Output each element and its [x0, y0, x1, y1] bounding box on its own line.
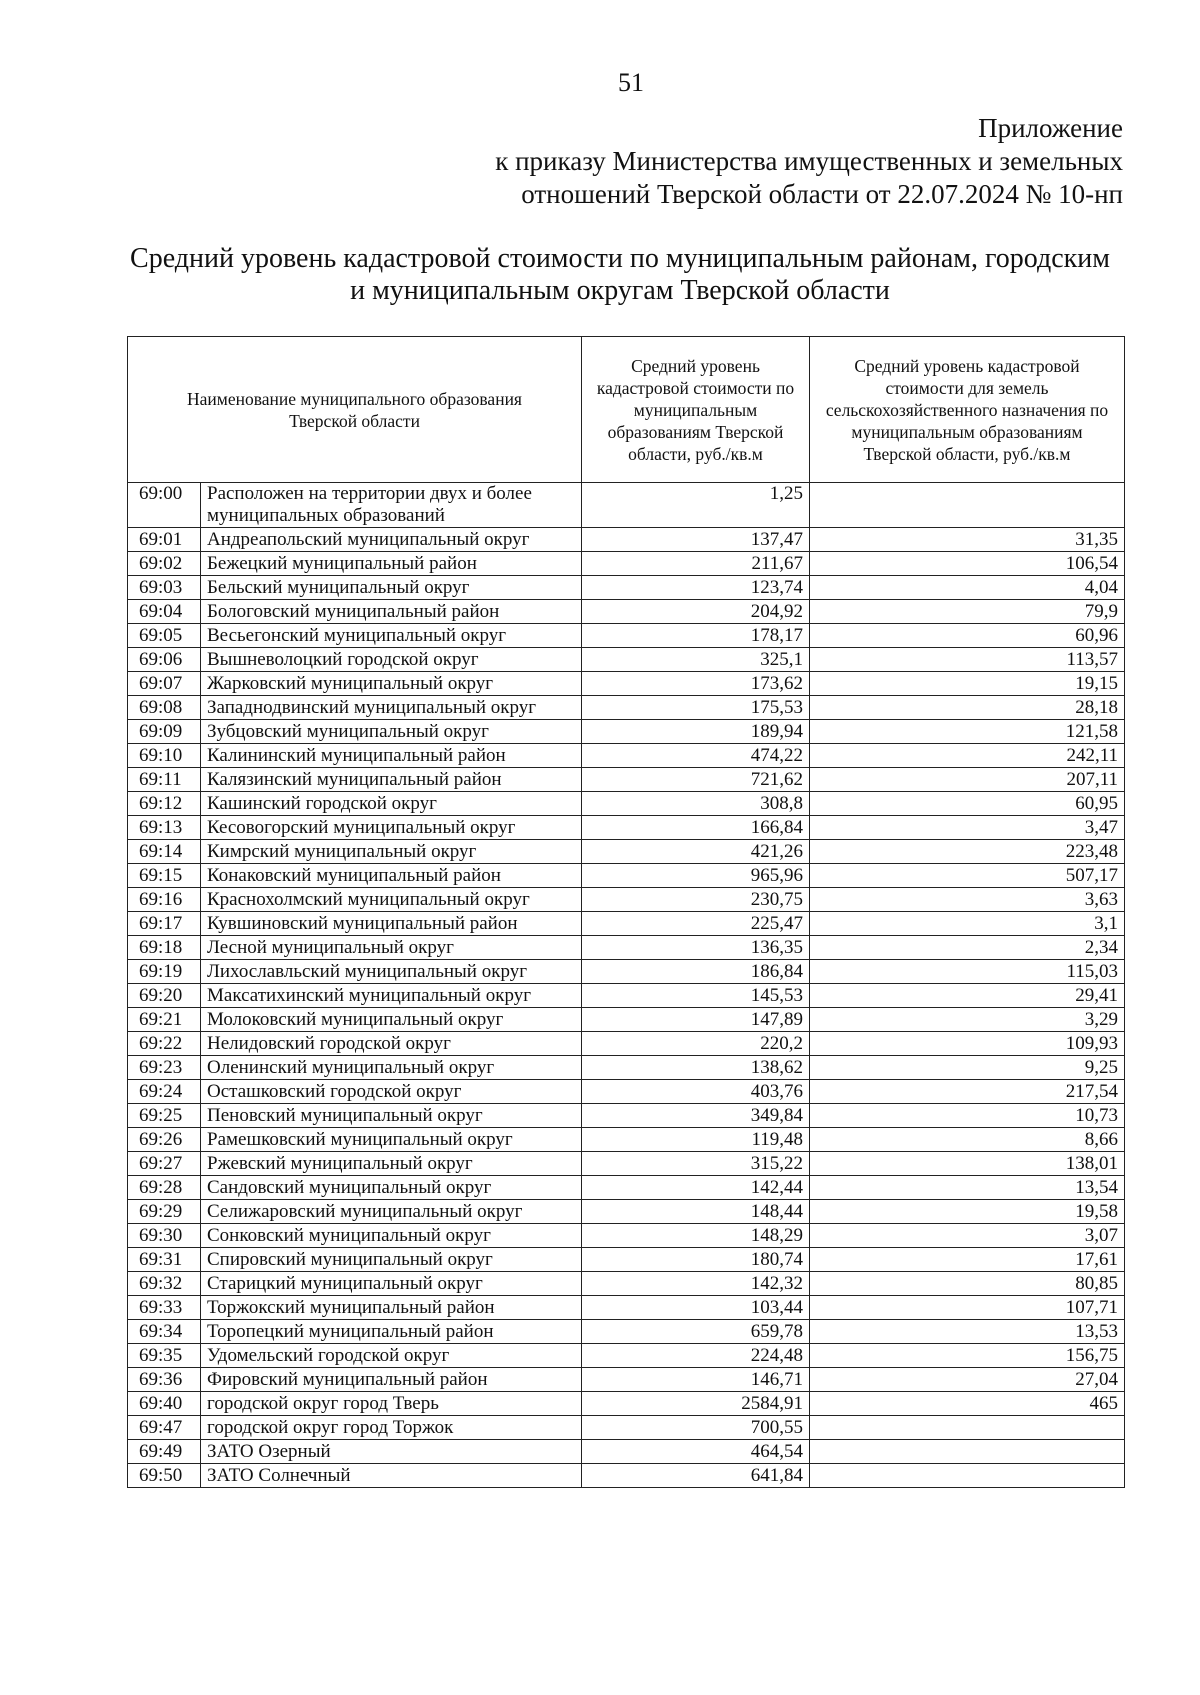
row-code-cell: 69:13: [128, 816, 201, 840]
row-agri-cost-cell: 19,15: [810, 672, 1125, 696]
row-avg-cost-cell: 700,55: [582, 1416, 810, 1440]
row-name-cell: Нелидовский городской округ: [201, 1032, 582, 1056]
row-code-cell: 69:12: [128, 792, 201, 816]
row-agri-cost-cell: 60,96: [810, 624, 1125, 648]
table-header-row: [128, 337, 1125, 483]
table-row: [128, 744, 1125, 768]
row-code-cell: 69:16: [128, 888, 201, 912]
row-agri-cost-cell: 19,58: [810, 1200, 1125, 1224]
row-agri-cost-cell: [810, 1440, 1125, 1464]
table-row: [128, 1200, 1125, 1224]
row-avg-cost-cell: 464,54: [582, 1440, 810, 1464]
document-title-line-1: Средний уровень кадастровой стоимости по муниципальным районам, городским: [130, 243, 1110, 274]
row-avg-cost-cell: 189,94: [582, 720, 810, 744]
row-code-cell: 69:20: [128, 984, 201, 1008]
row-code-cell: 69:03: [128, 576, 201, 600]
row-agri-cost-cell: 3,29: [810, 1008, 1125, 1032]
row-avg-cost-cell: 145,53: [582, 984, 810, 1008]
table-row: [128, 1152, 1125, 1176]
row-avg-cost-cell: 1,25: [582, 483, 810, 528]
row-code-cell: 69:32: [128, 1272, 201, 1296]
header-agri-cost: Средний уровень кадастровой стоимости для земель сельскохозяйственного назначения по муниципальным образованиям Тверской области, руб./кв.м: [810, 337, 1125, 483]
row-name-cell: ЗАТО Озерный: [201, 1440, 582, 1464]
row-avg-cost-cell: 349,84: [582, 1104, 810, 1128]
row-agri-cost-cell: 465: [810, 1392, 1125, 1416]
row-name-cell: Вышневолоцкий городской округ: [201, 648, 582, 672]
row-name-cell: Селижаровский муниципальный округ: [201, 1200, 582, 1224]
table-row: [128, 1320, 1125, 1344]
table-row: [128, 1440, 1125, 1464]
table-row: [128, 576, 1125, 600]
row-avg-cost-cell: 421,26: [582, 840, 810, 864]
row-name-cell: Оленинский муниципальный округ: [201, 1056, 582, 1080]
row-name-cell: Максатихинский муниципальный округ: [201, 984, 582, 1008]
row-code-cell: 69:01: [128, 528, 201, 552]
row-name-cell: Ржевский муниципальный округ: [201, 1152, 582, 1176]
row-name-cell: Лесной муниципальный округ: [201, 936, 582, 960]
table-row: [128, 1032, 1125, 1056]
cadastral-table: [127, 336, 1125, 1488]
row-agri-cost-cell: 242,11: [810, 744, 1125, 768]
table-row: [128, 1392, 1125, 1416]
row-agri-cost-cell: 207,11: [810, 768, 1125, 792]
row-avg-cost-cell: 103,44: [582, 1296, 810, 1320]
row-code-cell: 69:05: [128, 624, 201, 648]
table-row: [128, 1272, 1125, 1296]
row-avg-cost-cell: 308,8: [582, 792, 810, 816]
row-name-cell: Западнодвинский муниципальный округ: [201, 696, 582, 720]
row-avg-cost-cell: 965,96: [582, 864, 810, 888]
row-agri-cost-cell: 17,61: [810, 1248, 1125, 1272]
row-avg-cost-cell: 142,32: [582, 1272, 810, 1296]
table-row: [128, 720, 1125, 744]
table-row: [128, 672, 1125, 696]
row-name-cell: Зубцовский муниципальный округ: [201, 720, 582, 744]
row-code-cell: 69:29: [128, 1200, 201, 1224]
row-name-cell: Конаковский муниципальный район: [201, 864, 582, 888]
row-code-cell: 69:24: [128, 1080, 201, 1104]
table-row: [128, 552, 1125, 576]
row-agri-cost-cell: 223,48: [810, 840, 1125, 864]
row-agri-cost-cell: 13,53: [810, 1320, 1125, 1344]
row-agri-cost-cell: 31,35: [810, 528, 1125, 552]
row-agri-cost-cell: 4,04: [810, 576, 1125, 600]
table-row: [128, 1248, 1125, 1272]
row-agri-cost-cell: 10,73: [810, 1104, 1125, 1128]
row-avg-cost-cell: 641,84: [582, 1464, 810, 1488]
row-avg-cost-cell: 178,17: [582, 624, 810, 648]
page-number: 51: [618, 68, 644, 97]
row-avg-cost-cell: 166,84: [582, 816, 810, 840]
row-agri-cost-cell: 2,34: [810, 936, 1125, 960]
row-agri-cost-cell: 3,47: [810, 816, 1125, 840]
row-code-cell: 69:11: [128, 768, 201, 792]
row-code-cell: 69:34: [128, 1320, 201, 1344]
row-avg-cost-cell: 148,29: [582, 1224, 810, 1248]
row-avg-cost-cell: 137,47: [582, 528, 810, 552]
table-row: [128, 528, 1125, 552]
row-code-cell: 69:04: [128, 600, 201, 624]
header-avg-cost: Средний уровень кадастровой стоимости по муниципальным образованиям Тверской области, руб./кв.м: [582, 337, 810, 483]
row-avg-cost-cell: 180,74: [582, 1248, 810, 1272]
table-row: [128, 912, 1125, 936]
row-name-cell: ЗАТО Солнечный: [201, 1464, 582, 1488]
row-agri-cost-cell: 3,1: [810, 912, 1125, 936]
table-row: [128, 624, 1125, 648]
table-row: [128, 600, 1125, 624]
row-agri-cost-cell: 138,01: [810, 1152, 1125, 1176]
row-name-cell: Весьегонский муниципальный округ: [201, 624, 582, 648]
row-avg-cost-cell: 186,84: [582, 960, 810, 984]
table-row: [128, 1368, 1125, 1392]
row-avg-cost-cell: 225,47: [582, 912, 810, 936]
row-agri-cost-cell: 9,25: [810, 1056, 1125, 1080]
row-name-cell: Осташковский городской округ: [201, 1080, 582, 1104]
row-name-cell: Калязинский муниципальный район: [201, 768, 582, 792]
row-code-cell: 69:08: [128, 696, 201, 720]
row-avg-cost-cell: 148,44: [582, 1200, 810, 1224]
table-row: [128, 1464, 1125, 1488]
row-name-cell: Торжокский муниципальный район: [201, 1296, 582, 1320]
table-row: [128, 1296, 1125, 1320]
row-agri-cost-cell: 80,85: [810, 1272, 1125, 1296]
row-name-cell: Калининский муниципальный район: [201, 744, 582, 768]
row-name-cell: Бежецкий муниципальный район: [201, 552, 582, 576]
row-code-cell: 69:09: [128, 720, 201, 744]
row-agri-cost-cell: 3,63: [810, 888, 1125, 912]
row-code-cell: 69:21: [128, 1008, 201, 1032]
row-agri-cost-cell: 507,17: [810, 864, 1125, 888]
row-agri-cost-cell: 27,04: [810, 1368, 1125, 1392]
row-name-cell: городской округ город Торжок: [201, 1416, 582, 1440]
table-row: [128, 792, 1125, 816]
row-avg-cost-cell: 325,1: [582, 648, 810, 672]
row-name-cell: Бельский муниципальный округ: [201, 576, 582, 600]
row-code-cell: 69:35: [128, 1344, 201, 1368]
table-row: [128, 1416, 1125, 1440]
table-row: [128, 1056, 1125, 1080]
row-code-cell: 69:47: [128, 1416, 201, 1440]
row-code-cell: 69:30: [128, 1224, 201, 1248]
table-row: [128, 1080, 1125, 1104]
table-row: [128, 1008, 1125, 1032]
row-agri-cost-cell: 3,07: [810, 1224, 1125, 1248]
row-code-cell: 69:17: [128, 912, 201, 936]
row-name-cell: Кувшиновский муниципальный район: [201, 912, 582, 936]
row-agri-cost-cell: [810, 1464, 1125, 1488]
table-row: [128, 936, 1125, 960]
row-name-cell: Расположен на территории двух и более муниципальных образований: [201, 483, 582, 528]
row-name-cell: Сандовский муниципальный округ: [201, 1176, 582, 1200]
row-avg-cost-cell: 2584,91: [582, 1392, 810, 1416]
row-code-cell: 69:02: [128, 552, 201, 576]
row-code-cell: 69:23: [128, 1056, 201, 1080]
row-name-cell: Кесовогорский муниципальный округ: [201, 816, 582, 840]
row-agri-cost-cell: 121,58: [810, 720, 1125, 744]
row-code-cell: 69:33: [128, 1296, 201, 1320]
table-row: [128, 816, 1125, 840]
table-row: [128, 888, 1125, 912]
row-code-cell: 69:26: [128, 1128, 201, 1152]
row-avg-cost-cell: 211,67: [582, 552, 810, 576]
row-code-cell: 69:07: [128, 672, 201, 696]
row-avg-cost-cell: 474,22: [582, 744, 810, 768]
table-row: [128, 1176, 1125, 1200]
row-name-cell: Рамешковский муниципальный округ: [201, 1128, 582, 1152]
row-name-cell: Андреапольский муниципальный округ: [201, 528, 582, 552]
row-code-cell: 69:10: [128, 744, 201, 768]
row-avg-cost-cell: 173,62: [582, 672, 810, 696]
row-agri-cost-cell: 217,54: [810, 1080, 1125, 1104]
table-row: [128, 483, 1125, 528]
row-avg-cost-cell: 403,76: [582, 1080, 810, 1104]
row-agri-cost-cell: 106,54: [810, 552, 1125, 576]
row-name-cell: Бологовский муниципальный район: [201, 600, 582, 624]
table-body: [128, 483, 1125, 1488]
row-code-cell: 69:50: [128, 1464, 201, 1488]
row-agri-cost-cell: [810, 483, 1125, 528]
document-title: [110, 243, 1130, 307]
row-agri-cost-cell: 29,41: [810, 984, 1125, 1008]
row-avg-cost-cell: 204,92: [582, 600, 810, 624]
row-name-cell: городской округ город Тверь: [201, 1392, 582, 1416]
row-avg-cost-cell: 123,74: [582, 576, 810, 600]
row-agri-cost-cell: 8,66: [810, 1128, 1125, 1152]
row-agri-cost-cell: 107,71: [810, 1296, 1125, 1320]
row-name-cell: Лихославльский муниципальный округ: [201, 960, 582, 984]
row-code-cell: 69:22: [128, 1032, 201, 1056]
document-title-line-2: и муниципальным округам Тверской области: [350, 275, 890, 306]
row-code-cell: 69:14: [128, 840, 201, 864]
row-code-cell: 69:40: [128, 1392, 201, 1416]
table-row: [128, 1104, 1125, 1128]
row-avg-cost-cell: 315,22: [582, 1152, 810, 1176]
table-row: [128, 648, 1125, 672]
row-avg-cost-cell: 142,44: [582, 1176, 810, 1200]
table-row: [128, 984, 1125, 1008]
row-name-cell: Удомельский городской округ: [201, 1344, 582, 1368]
row-avg-cost-cell: 220,2: [582, 1032, 810, 1056]
table-row: [128, 1224, 1125, 1248]
row-agri-cost-cell: 60,95: [810, 792, 1125, 816]
row-code-cell: 69:06: [128, 648, 201, 672]
row-code-cell: 69:27: [128, 1152, 201, 1176]
row-name-cell: Сонковский муниципальный округ: [201, 1224, 582, 1248]
row-code-cell: 69:49: [128, 1440, 201, 1464]
row-avg-cost-cell: 147,89: [582, 1008, 810, 1032]
row-avg-cost-cell: 119,48: [582, 1128, 810, 1152]
row-code-cell: 69:28: [128, 1176, 201, 1200]
row-name-cell: Молоковский муниципальный округ: [201, 1008, 582, 1032]
row-name-cell: Пеновский муниципальный округ: [201, 1104, 582, 1128]
row-name-cell: Кимрский муниципальный округ: [201, 840, 582, 864]
row-name-cell: Старицкий муниципальный округ: [201, 1272, 582, 1296]
row-avg-cost-cell: 175,53: [582, 696, 810, 720]
row-avg-cost-cell: 146,71: [582, 1368, 810, 1392]
cadastral-table-container: [127, 336, 1125, 1488]
table-row: [128, 864, 1125, 888]
row-avg-cost-cell: 224,48: [582, 1344, 810, 1368]
row-avg-cost-cell: 230,75: [582, 888, 810, 912]
row-name-cell: Жарковский муниципальный округ: [201, 672, 582, 696]
row-code-cell: 69:36: [128, 1368, 201, 1392]
row-name-cell: Краснохолмский муниципальный округ: [201, 888, 582, 912]
table-row: [128, 840, 1125, 864]
row-code-cell: 69:00: [128, 483, 201, 528]
table-row: [128, 696, 1125, 720]
table-row: [128, 768, 1125, 792]
table-row: [128, 960, 1125, 984]
row-code-cell: 69:31: [128, 1248, 201, 1272]
appendix-line-3: отношений Тверской области от 22.07.2024 № 10-нп: [521, 179, 1123, 209]
row-code-cell: 69:19: [128, 960, 201, 984]
row-name-cell: Фировский муниципальный район: [201, 1368, 582, 1392]
table-row: [128, 1128, 1125, 1152]
row-code-cell: 69:15: [128, 864, 201, 888]
row-agri-cost-cell: 156,75: [810, 1344, 1125, 1368]
row-agri-cost-cell: 113,57: [810, 648, 1125, 672]
row-avg-cost-cell: 136,35: [582, 936, 810, 960]
row-agri-cost-cell: 109,93: [810, 1032, 1125, 1056]
row-avg-cost-cell: 138,62: [582, 1056, 810, 1080]
row-name-cell: Спировский муниципальный округ: [201, 1248, 582, 1272]
row-code-cell: 69:18: [128, 936, 201, 960]
row-name-cell: Кашинский городской округ: [201, 792, 582, 816]
row-agri-cost-cell: 115,03: [810, 960, 1125, 984]
row-agri-cost-cell: [810, 1416, 1125, 1440]
row-agri-cost-cell: 28,18: [810, 696, 1125, 720]
appendix-header: [495, 112, 1123, 211]
row-name-cell: Торопецкий муниципальный район: [201, 1320, 582, 1344]
appendix-line-1: Приложение: [978, 113, 1123, 143]
header-name: Наименование муниципального образования Тверской области: [128, 337, 582, 483]
row-agri-cost-cell: 13,54: [810, 1176, 1125, 1200]
table-row: [128, 1344, 1125, 1368]
appendix-line-2: к приказу Министерства имущественных и земельных: [495, 146, 1123, 176]
row-code-cell: 69:25: [128, 1104, 201, 1128]
row-agri-cost-cell: 79,9: [810, 600, 1125, 624]
row-avg-cost-cell: 659,78: [582, 1320, 810, 1344]
row-avg-cost-cell: 721,62: [582, 768, 810, 792]
